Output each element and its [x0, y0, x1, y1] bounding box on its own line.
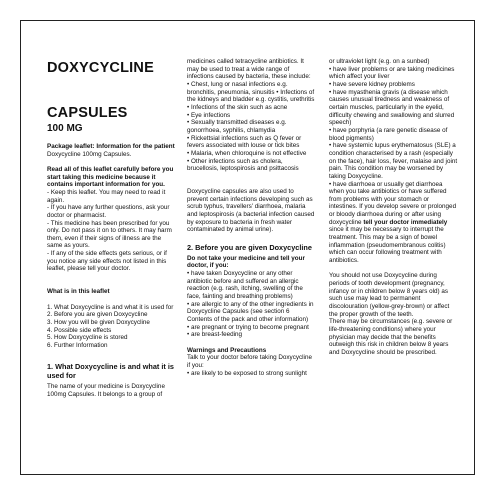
warnings-text: Talk to your doctor before taking Doxycycline if you:: [187, 354, 312, 369]
section-1-text: The name of your medicine is Doxycycline 100mg Capsules. It belongs to a group of: [47, 383, 165, 398]
use-item: • Rickettsial infections such as Q fever or fevers associated with louse or tick bites: [187, 134, 302, 150]
tell-doctor-emphasis: tell your doctor immediately: [363, 218, 448, 226]
section-1-heading: 1. What Doxycycline is and what it is used for: [47, 362, 174, 381]
warnings-heading: Warnings and Precautions: [187, 346, 267, 354]
read-item: - This medicine has been prescribed for you only. Do not pass it on to others. It may harm them, even if their signs of illness are the same as yours.: [47, 219, 172, 250]
contraindication-item: • have taken Doxycycline or any other antibiotic before and suffered an allergic reaction (e.g. rash, itching, swelling of the face, fainting and breathing problems): [187, 270, 303, 301]
toc-item: 1. What Doxycycline is and what it is used for: [47, 303, 174, 311]
diarrhoea-text: • have diarrhoea or usually get diarrhoea when you take antibiotics or have suffered from problems with your stomach or intestines. If you develop severe or prolonged or bloody diarrhoea during or after using doxycycline: [329, 180, 457, 226]
use-item: • Other infections such as cholera, brucellosis, leptospirosis and psittacosis: [187, 157, 299, 173]
toc-item: 4. Possible side effects: [47, 326, 112, 334]
children-paragraph: There may be circumstances (e.g. severe or life-threatening conditions) where your physician may decide that the benefits outweigh this risk in children below 8 years and Doxycycline should be prescribed.: [329, 318, 453, 356]
read-warning: Read all of this leaflet carefully before you start taking this medicine because it contains important information for you.: [47, 165, 174, 189]
package-leaflet-heading: Package leaflet: Information for the patient: [47, 143, 175, 150]
toc-item: 2. Before you are given Doxycycline: [47, 311, 148, 319]
dose-label: 100 MG: [47, 123, 83, 134]
diarrhoea-text-rest: since it may be necessary to interrupt the treatment. This may be a sign of bowel inflammation (pseudomembranous colitis) which can occur following treatment with antibiotics.: [329, 226, 446, 265]
section-2-heading: 2. Before you are given Doxycycline: [187, 242, 312, 252]
warning-item: [329, 181, 459, 265]
tooth-development-paragraph: You should not use Doxycycline during periods of tooth development (pregnancy, infancy or in children below 8 years old) as such use may lead to permanent discolouration (yellow-grey-brown) or affect the proper growth of the teeth.: [329, 272, 450, 318]
drug-title-line-2: CAPSULES: [47, 105, 128, 121]
read-item: - If any of the side effects gets serious, or if you notice any side effects not listed in this leaflet, please tell your doctor.: [47, 250, 167, 273]
toc-item: 6. Further Information: [47, 341, 108, 349]
package-leaflet-subtitle: Doxycycline 100mg Capsules.: [47, 150, 132, 158]
contraindication-item: • are allergic to any of the other ingredients in Doxycycline Capsules (see section 6 Contents of the pack and other information): [187, 300, 314, 324]
use-item: • Sexually transmitted diseases e.g. gonorrhoea, syphilis, chlamydia: [187, 119, 287, 134]
warning-item: • have porphyria (a rare genetic disease of blood pigments): [329, 126, 448, 142]
read-item: - If you have any further questions, ask your doctor or pharmacist.: [47, 204, 170, 219]
section-2-subheading: Do not take your medicine and tell your doctor, if you:: [187, 254, 305, 270]
uses-intro: medicines called tetracycline antibiotics. It may be used to treat a wide range of infections caused by bacteria, these include:: [187, 58, 311, 81]
contraindication-item: • are pregnant or trying to become pregnant: [187, 323, 309, 331]
warning-item: • have systemic lupus erythematosus (SLE) a condition characterised by a rash (especially on the face), hair loss, fever, malaise and joint pain. This condition may be worsened by taking Doxycycline.: [329, 142, 458, 180]
prevention-paragraph: Doxycycline capsules are also used to prevent certain infections developing such as scrub typhus, travellers' diarrhoea, malaria and leptospirosis (a bacterial infection caused by exposure to bacteria in fresh water contaminated by animal urine).: [187, 188, 315, 234]
drug-title: DOXYCYCLINE: [47, 60, 154, 76]
contraindication-item: • are breast-feeding: [187, 331, 243, 339]
toc-item: 5. How Doxycycline is stored: [47, 334, 128, 342]
column-2: [187, 58, 315, 377]
use-item: • Chest, lung or nasal infections e.g. bronchitis, pneumonia, sinusitis • Infections of the kidneys and bladder e.g. cystitis, urethritis: [187, 80, 315, 104]
toc-item: 3. How you will be given Doxycycline: [47, 318, 150, 326]
use-item: • Eye infections: [187, 111, 231, 119]
warning-item: • have liver problems or are taking medicines which affect your liver: [329, 65, 455, 81]
warning-item: • are likely to be exposed to strong sunlight: [187, 369, 307, 377]
column-1: [47, 32, 175, 398]
column-3: [329, 58, 459, 357]
warning-item: or ultraviolet light (e.g. on a sunbed): [329, 58, 430, 65]
use-item: • Malaria, when chloroquine is not effective: [187, 149, 307, 157]
warning-item: • have severe kidney problems: [329, 80, 415, 88]
read-item: - Keep this leaflet. You may need to read it again.: [47, 188, 166, 204]
warning-item: • have myasthenia gravis (a disease which causes unusual tiredness and weakness of certain muscles, particularly in the eyelid, difficulty chewing and swallowing and slurred speech): [329, 88, 455, 127]
use-item: • Infections of the skin such as acne: [187, 103, 288, 111]
leaflet-contents-heading: What is in this leaflet: [47, 288, 110, 296]
